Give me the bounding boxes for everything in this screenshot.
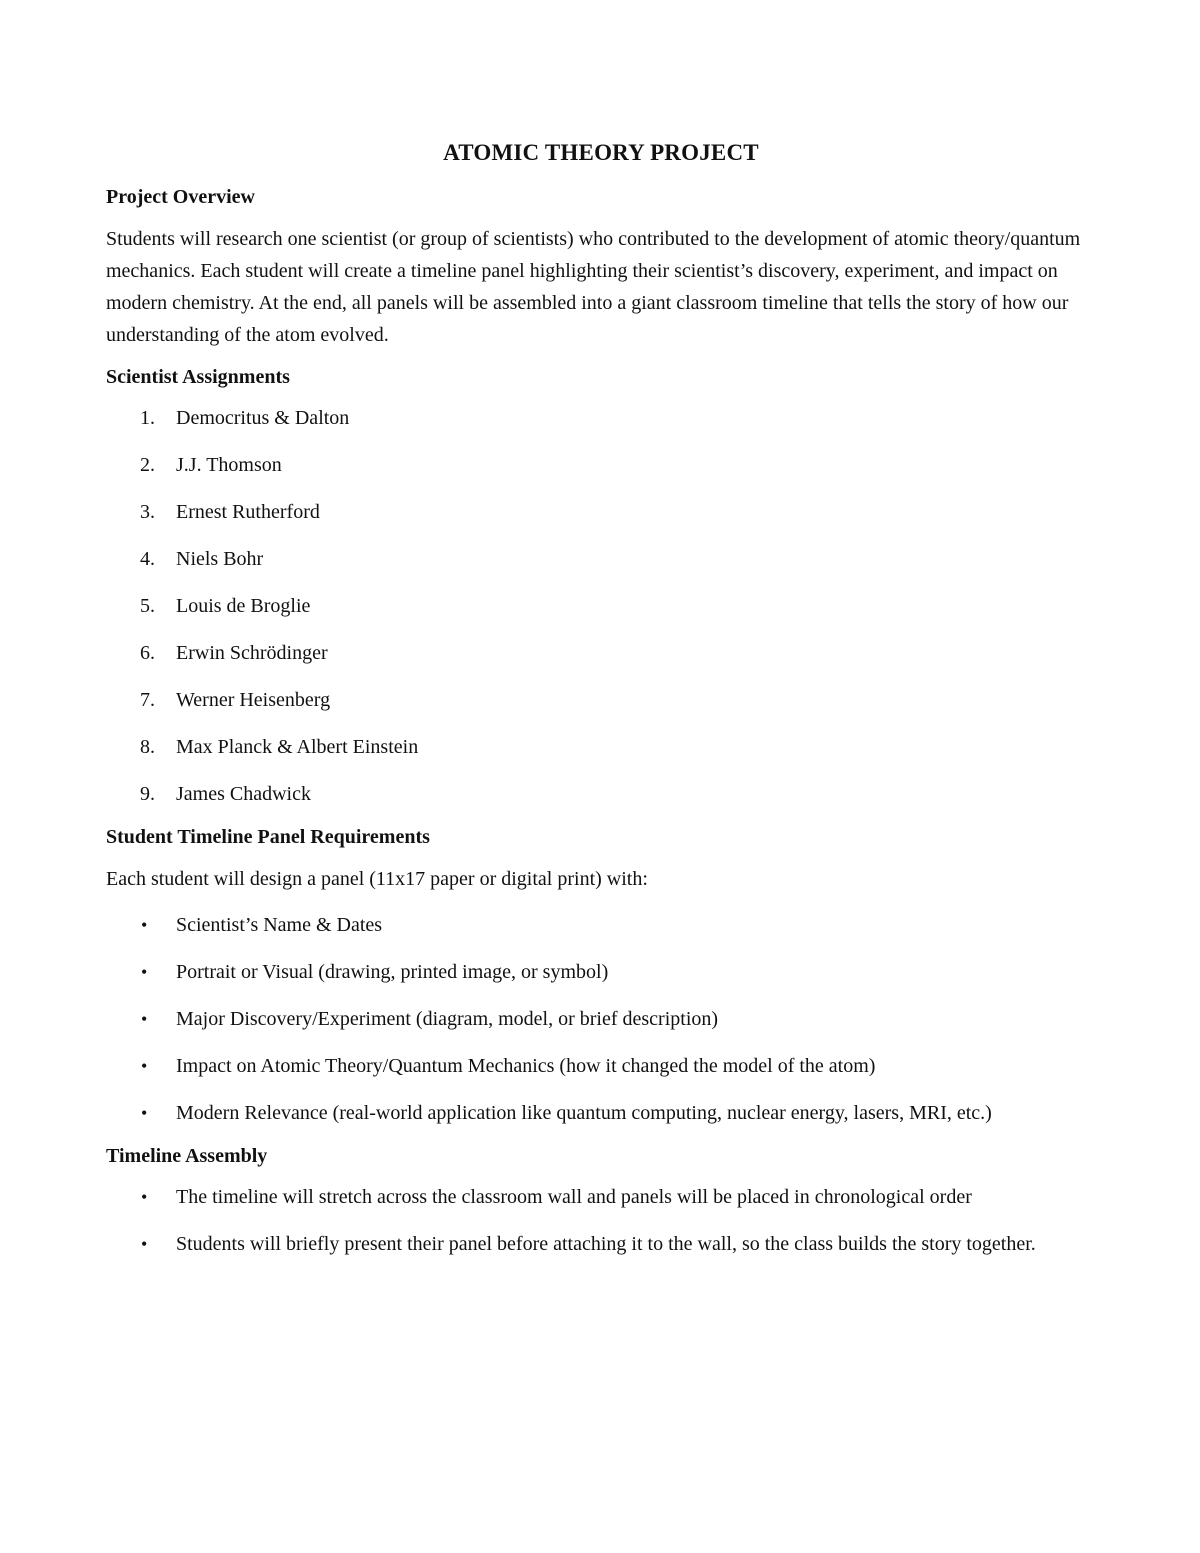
- assignments-heading: Scientist Assignments: [106, 366, 290, 388]
- scientist-item: [106, 591, 1096, 622]
- document-title: ATOMIC THEORY PROJECT: [443, 140, 759, 165]
- list-number: 2.: [140, 454, 155, 476]
- scientist-name: J.J. Thomson: [176, 454, 282, 476]
- requirement-text: Major Discovery/Experiment (diagram, model, or brief description): [176, 1008, 719, 1030]
- list-number: 6.: [140, 642, 155, 664]
- list-number: 7.: [140, 689, 155, 711]
- scientist-item: [106, 497, 1096, 528]
- scientist-name: Democritus & Dalton: [176, 407, 350, 429]
- requirements-list: [106, 910, 1096, 1129]
- bullet-icon: •: [141, 1056, 148, 1076]
- scientist-name: Louis de Broglie: [176, 595, 311, 617]
- scientist-item: [106, 403, 1096, 434]
- list-item: [106, 1051, 1096, 1082]
- assembly-list: [106, 1182, 1096, 1260]
- scientist-name: Ernest Rutherford: [176, 501, 320, 523]
- bullet-icon: •: [141, 1103, 148, 1123]
- list-item: [106, 1229, 1096, 1260]
- scientist-name: Niels Bohr: [176, 548, 264, 570]
- scientist-item: [106, 638, 1096, 669]
- scientist-item: [106, 685, 1096, 716]
- scientist-item: [106, 779, 1096, 810]
- assembly-text: The timeline will stretch across the classroom wall and panels will be placed in chronological order: [176, 1186, 972, 1208]
- list-item: [106, 1004, 1096, 1035]
- scientist-list: [106, 403, 1096, 810]
- list-number: 3.: [140, 501, 155, 523]
- list-number: 8.: [140, 736, 155, 758]
- requirement-text: Modern Relevance (real-world application like quantum computing, nuclear energy, lasers, MRI, etc.): [176, 1102, 992, 1124]
- scientist-item: [106, 732, 1096, 763]
- overview-paragraph: Students will research one scientist (or group of scientists) who contributed to the development of atomic theory/quantum mechanics. Each student will create a timeline panel highlighting their scientist’s discovery, experiment, and impact on modern chemistry. At the end, all panels will be assembled into a giant classroom timeline that tells the story of how our understanding of the atom evolved.: [106, 228, 1081, 346]
- list-number: 9.: [140, 783, 155, 805]
- requirements-heading: Student Timeline Panel Requirements: [106, 826, 430, 848]
- bullet-icon: •: [141, 1009, 148, 1029]
- assembly-heading: Timeline Assembly: [106, 1145, 268, 1167]
- list-number: 4.: [140, 548, 155, 570]
- assembly-text: Students will briefly present their panel before attaching it to the wall, so the class builds the story together.: [176, 1233, 1036, 1255]
- document-page: [106, 140, 1096, 1276]
- bullet-icon: •: [141, 1234, 148, 1254]
- list-item: [106, 1182, 1096, 1213]
- bullet-icon: •: [141, 962, 148, 982]
- list-item: [106, 1098, 1096, 1129]
- requirement-text: Scientist’s Name & Dates: [176, 914, 383, 936]
- list-item: [106, 957, 1096, 988]
- bullet-icon: •: [141, 1187, 148, 1207]
- list-number: 5.: [140, 595, 155, 617]
- scientist-name: Max Planck & Albert Einstein: [176, 736, 419, 758]
- requirement-text: Impact on Atomic Theory/Quantum Mechanics (how it changed the model of the atom): [176, 1055, 876, 1077]
- scientist-item: [106, 544, 1096, 575]
- scientist-item: [106, 450, 1096, 481]
- scientist-name: Werner Heisenberg: [176, 689, 331, 711]
- list-item: [106, 910, 1096, 941]
- requirement-text: Portrait or Visual (drawing, printed image, or symbol): [176, 961, 609, 983]
- requirements-intro: Each student will design a panel (11x17 paper or digital print) with:: [106, 868, 648, 890]
- scientist-name: James Chadwick: [176, 783, 311, 805]
- bullet-icon: •: [141, 915, 148, 935]
- scientist-name: Erwin Schrödinger: [176, 642, 328, 664]
- overview-heading: Project Overview: [106, 186, 255, 208]
- list-number: 1.: [140, 407, 155, 429]
